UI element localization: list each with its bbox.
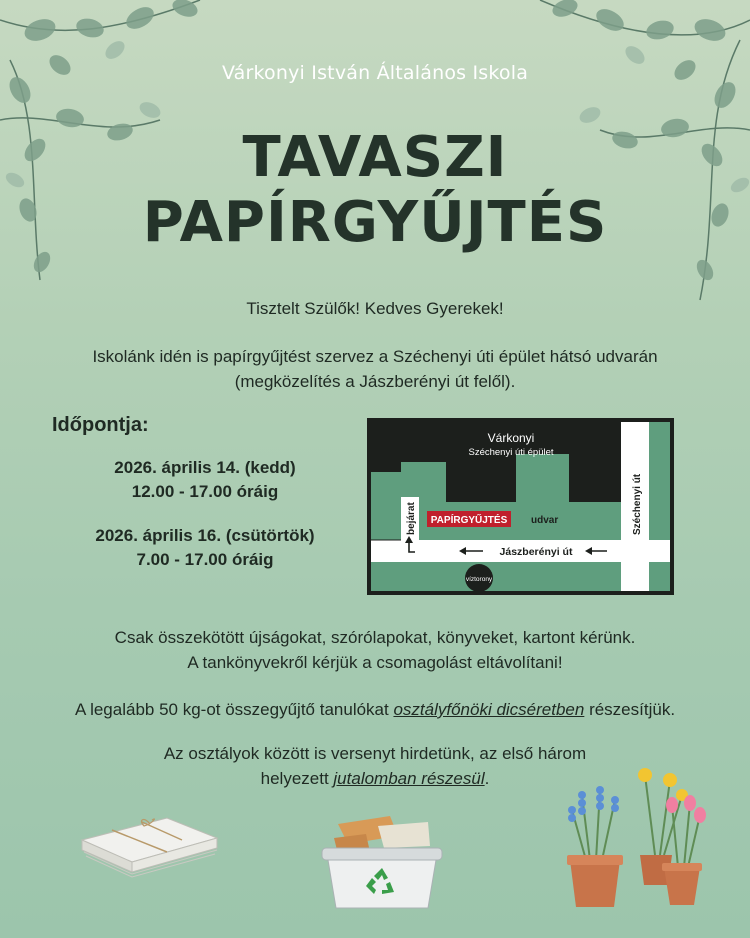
flower-pots-icon	[560, 755, 720, 915]
schedule-entry-2	[55, 524, 355, 572]
notice-text: részesítjük.	[584, 700, 676, 719]
notice-line-1: Csak összekötött újságokat, szórólapokat, könyveket, kartont kérünk.	[114, 628, 636, 647]
location-map	[367, 418, 674, 595]
notice-line: Az osztályok között is versenyt hirdetünk, az első három	[163, 744, 587, 763]
intro-line-2: (megközelítés a Jászberényi út felől).	[234, 372, 516, 391]
collection-point-label: PAPÍRGYŰJTÉS	[430, 515, 508, 526]
notice-accepted-items	[0, 625, 750, 675]
entrance-label: bejárat	[406, 502, 417, 535]
greeting: Tisztelt Szülők! Kedves Gyerekek!	[246, 299, 504, 318]
water-tower-label: víztorony	[465, 576, 493, 583]
schedule-date: 2026. április 14. (kedd)	[114, 458, 296, 477]
intro-line-1: Iskolánk idén is papírgyűjtést szervez a Széchenyi úti épület hátsó udvarán	[92, 347, 658, 366]
schedule-time: 12.00 - 17.00 óráig	[131, 482, 279, 501]
recycling-bin-icon	[318, 812, 446, 912]
schedule-date: 2026. április 16. (csütörtök)	[95, 526, 315, 545]
notice-emphasis: osztályfőnöki dicséretben	[393, 700, 585, 719]
schedule-entry-1	[55, 456, 355, 504]
street-vertical-label: Széchenyi út	[632, 473, 643, 535]
newspaper-bundle-icon	[72, 810, 222, 880]
notice-text: .	[484, 769, 490, 788]
yard-label: udvar	[531, 515, 559, 526]
notice-text: A legalább 50 kg-ot összegyűjtő tanulókat	[74, 700, 394, 719]
notice-praise	[0, 697, 750, 722]
notice-emphasis: jutalomban részesül	[333, 769, 485, 788]
title-line-1: TAVASZI	[242, 125, 508, 190]
map-drawing	[371, 422, 670, 591]
school-name: Várkonyi István Általános Iskola	[221, 62, 529, 84]
building-name-label: Várkonyi	[487, 431, 535, 445]
street-horizontal-label: Jászberényi út	[499, 546, 573, 558]
intro-text	[0, 344, 750, 394]
notice-text: helyezett	[260, 769, 334, 788]
schedule-label: Időpontja:	[52, 414, 149, 436]
building-sub-label: Széchenyi úti épület	[468, 447, 554, 458]
notice-line-2: A tankönyvekről kérjük a csomagolást eltávolítani!	[187, 653, 563, 672]
title-line-2: PAPÍRGYŰJTÉS	[142, 190, 608, 255]
schedule-time: 7.00 - 17.00 óráig	[136, 550, 274, 569]
